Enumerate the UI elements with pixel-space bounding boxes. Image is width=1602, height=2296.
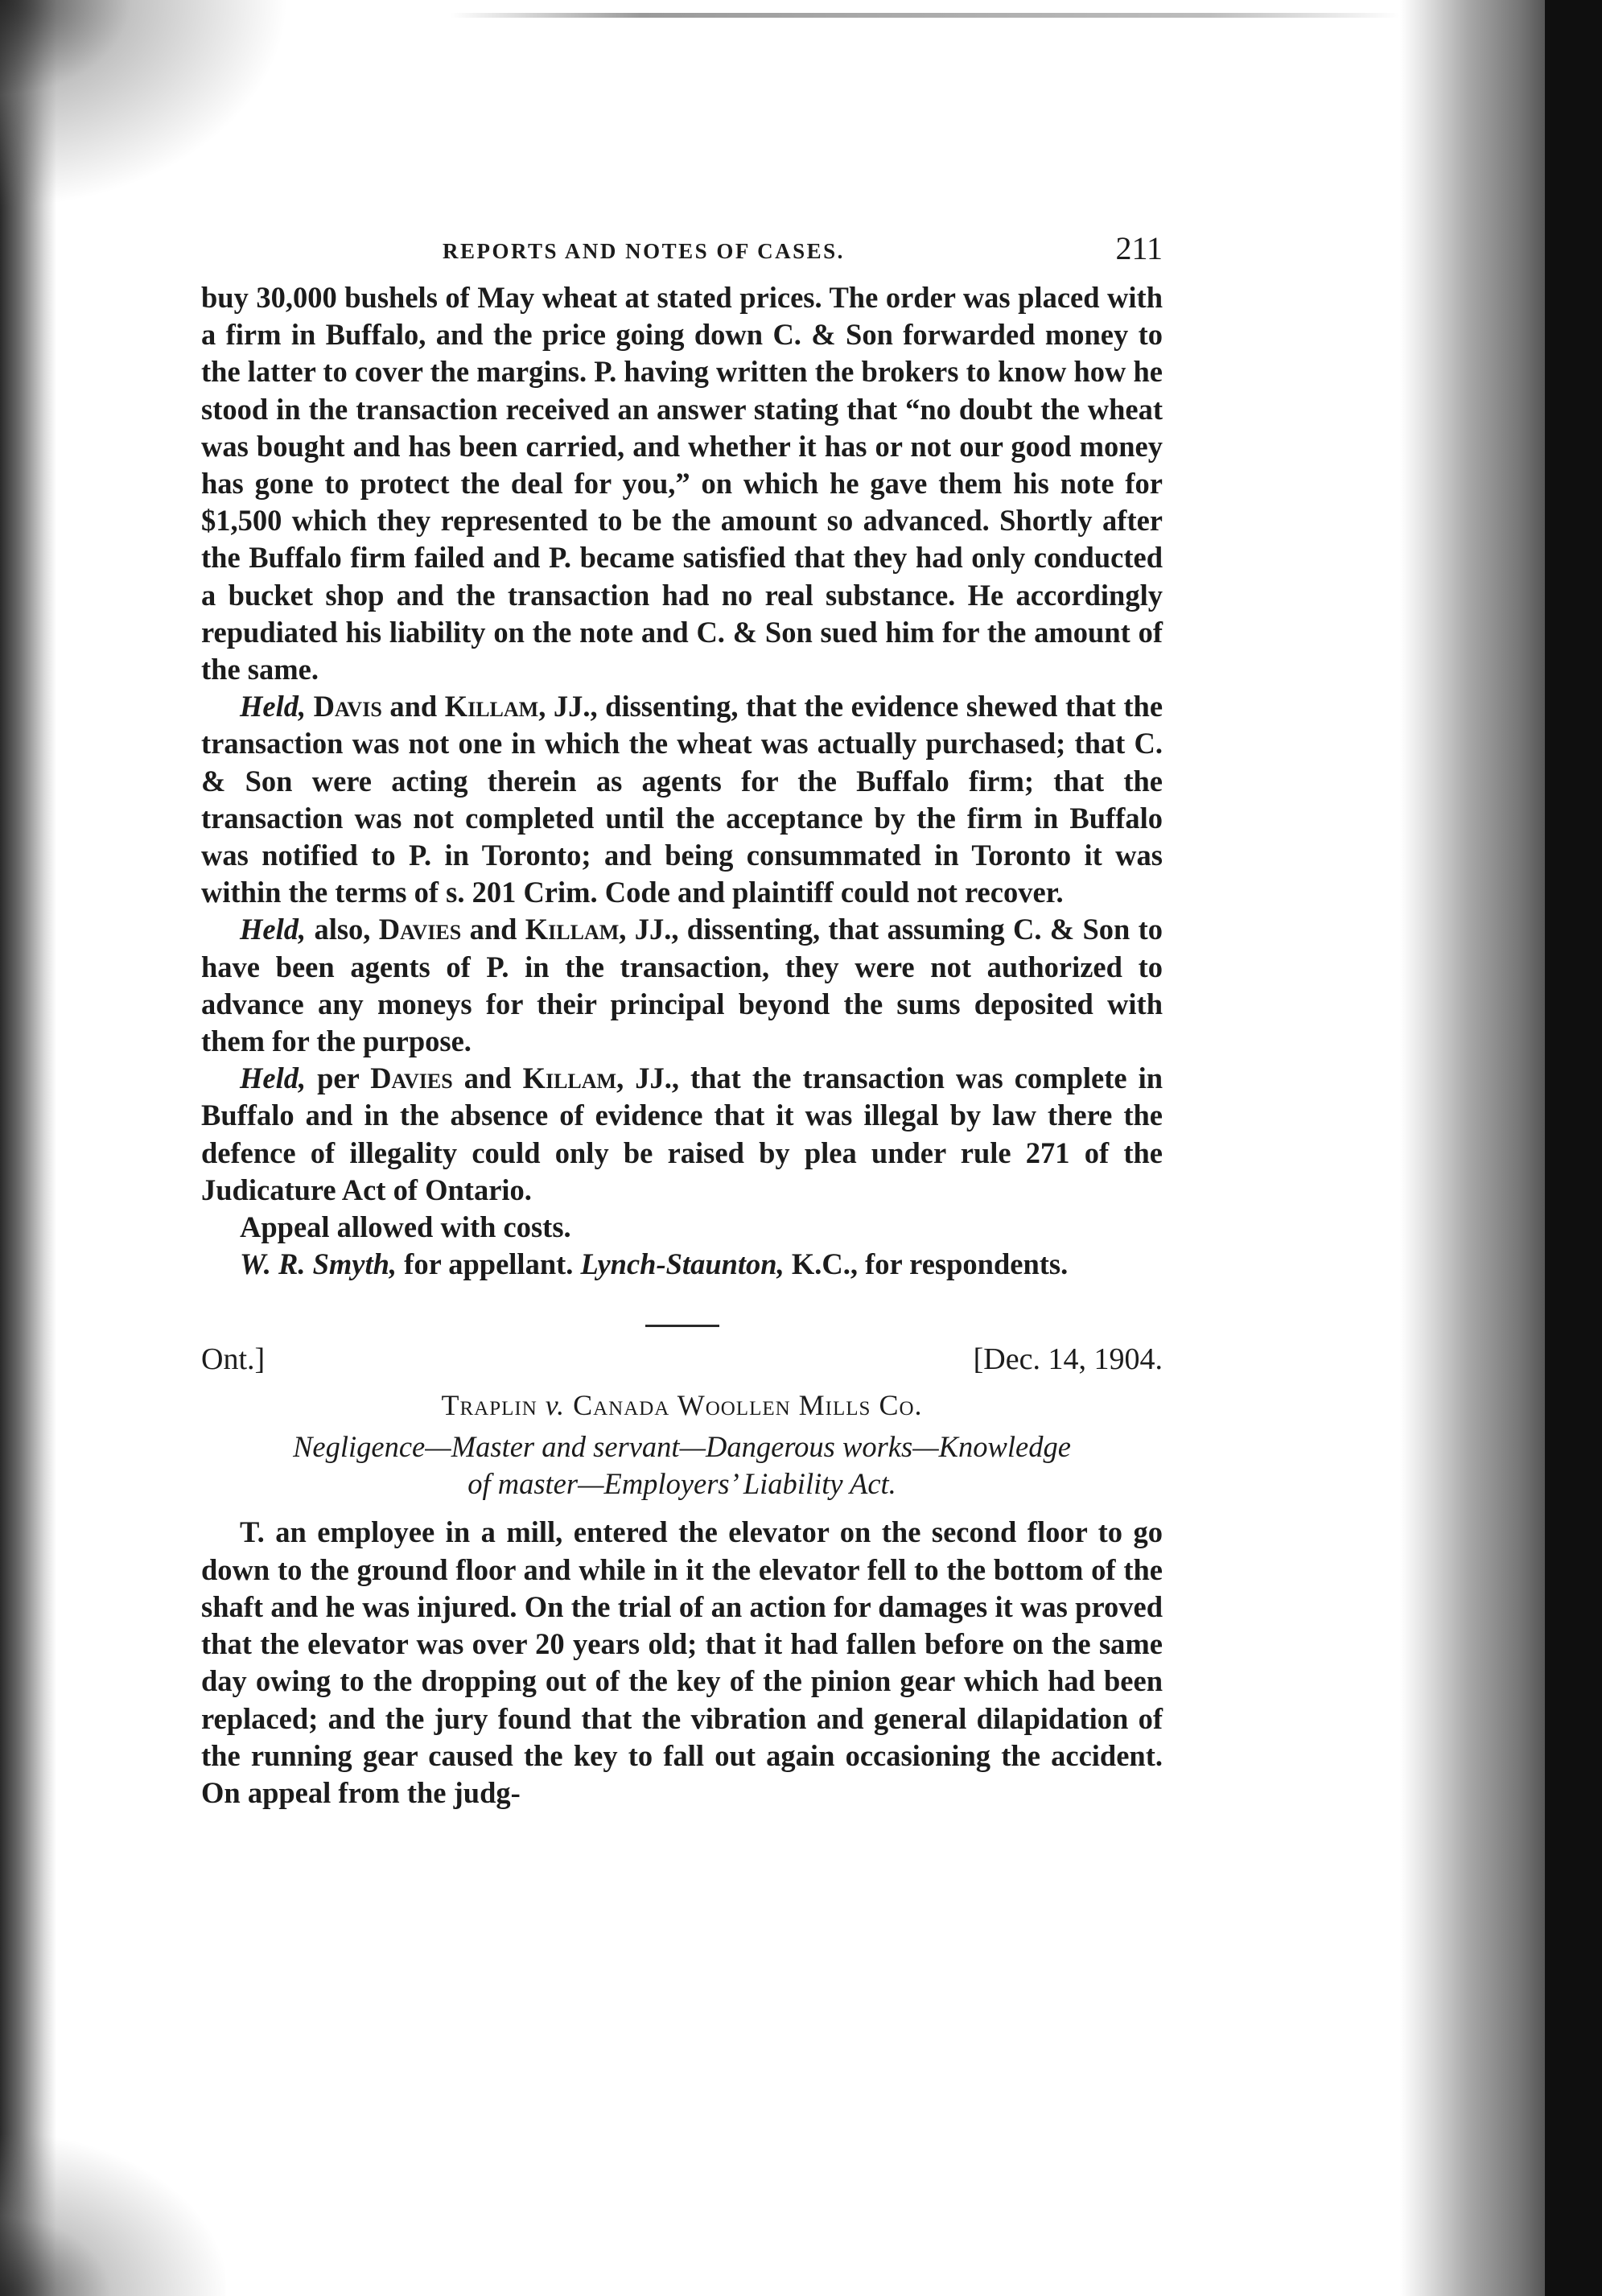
subject-line-1: Negligence—Master and servant—Dangerous works—Knowledge	[293, 1430, 1071, 1464]
held-label: Held,	[240, 1061, 307, 1095]
second-case-text	[201, 1514, 1163, 1812]
holding-text: JJ., dissenting, that the evidence shewed that the transaction was not one in which the wheat was actually purchased; that C. & Son were acting therein as agents for the Buffalo firm; that the transaction was not completed until the acceptance by the firm in Buffalo was notified to P. in Toronto; and being consummated in Toronto it was within the terms of s. 201 Crim. Code and plaintiff could not recover.	[201, 690, 1163, 909]
defendant-name: Canada Woollen Mills Co.	[573, 1389, 923, 1422]
second-case-facts: T. an employee in a mill, entered the elevator on the second floor to go down to the ground floor and while in it the elevator fell to the bottom of the shaft and he was injured. On the trial of an action for damages it was proved that the elevator was over 20 years old; that it had fallen before on the same day owing to the dropping out of the key of the pinion gear which had been replaced; and the jury found that the vibration and general dilapidation of the running gear caused the key to fall out again occasioning the accident. On appeal from the judg-	[201, 1515, 1163, 1809]
page-number: 211	[1115, 230, 1163, 266]
holding-paragraph-2	[201, 911, 1163, 1060]
appellant-role: for appellant.	[404, 1247, 574, 1281]
running-head: REPORTS AND NOTES OF CASES.	[443, 239, 845, 263]
judge-name: Davies	[378, 913, 462, 946]
bottom-corner-shadow	[0, 2135, 225, 2296]
first-case-facts: buy 30,000 bushels of May wheat at stated prices. The order was placed with a firm in Buffalo, and the price going down C. & Son forwarded money to the latter to cover the margins. P. having written the brokers to know how he stood in the transaction received an answer stating that “no doubt the wheat was bought and has been carried, and whether it has or not our good money has gone to protect the deal for you,” on which he gave them his note for $1,500 which they represented to be the amount so advanced. Shortly after the Buffalo firm failed and P. became satisfied that they had only conducted a bucket shop and the transaction had no real substance. He accordingly repudiated his liability on the note and C. & Son sued him for the amount of the same.	[201, 281, 1163, 686]
subject-line-2: of master—Employers’ Liability Act.	[467, 1467, 896, 1501]
case-separator-rule	[645, 1325, 719, 1327]
case-meta	[201, 1342, 1163, 1387]
conjunction: and	[389, 690, 438, 723]
case-title	[201, 1387, 1163, 1424]
conjunction: and	[463, 1061, 512, 1095]
conjunction: and	[469, 913, 517, 946]
judge-name: Killam,	[444, 690, 546, 723]
holding-text: JJ., that the transaction was complete in Buffalo and in the absence of evidence that it was illegal by law there the defence of illegality could only be raised by plea under rule 271 of the Judicature Act of Ontario.	[201, 1061, 1163, 1206]
judge-name: Davies	[370, 1061, 453, 1095]
judge-name: Killam,	[525, 913, 627, 946]
top-scan-line	[451, 13, 1400, 18]
holding-text: JJ., dissenting, that assuming C. & Son to have been agents of P. in the transaction, they were not authorized to advance any moneys for their principal beyond the sums deposited with them for the purpose.	[201, 913, 1163, 1058]
first-case-text	[201, 279, 1163, 1283]
holding-paragraph-1	[201, 688, 1163, 911]
judge-name: Davis	[313, 690, 382, 723]
holding-lead: also,	[314, 913, 371, 946]
versus: v.	[545, 1389, 566, 1422]
holding-paragraph-3	[201, 1060, 1163, 1209]
left-scan-edge	[0, 0, 56, 2296]
plaintiff-name: Traplin	[441, 1389, 537, 1422]
page-header	[201, 229, 1163, 279]
page	[201, 229, 1163, 1812]
respondent-counsel: Lynch-Staunton,	[580, 1247, 785, 1281]
held-label: Held,	[240, 690, 307, 723]
respondent-role: K.C., for respondents.	[791, 1247, 1069, 1281]
judge-name: Killam,	[522, 1061, 624, 1095]
appellant-counsel: W. R. Smyth,	[240, 1247, 397, 1281]
held-label: Held,	[240, 913, 307, 946]
case-date: [Dec. 14, 1904.	[973, 1342, 1163, 1377]
counsel-line	[201, 1246, 1163, 1283]
book-spine-shadow	[1545, 0, 1602, 2296]
court-abbrev: Ont.]	[201, 1342, 266, 1377]
top-corner-shadow	[0, 0, 290, 209]
holding-lead: per	[317, 1061, 360, 1095]
appeal-result: Appeal allowed with costs.	[240, 1210, 571, 1244]
subject-headnote	[201, 1428, 1163, 1502]
